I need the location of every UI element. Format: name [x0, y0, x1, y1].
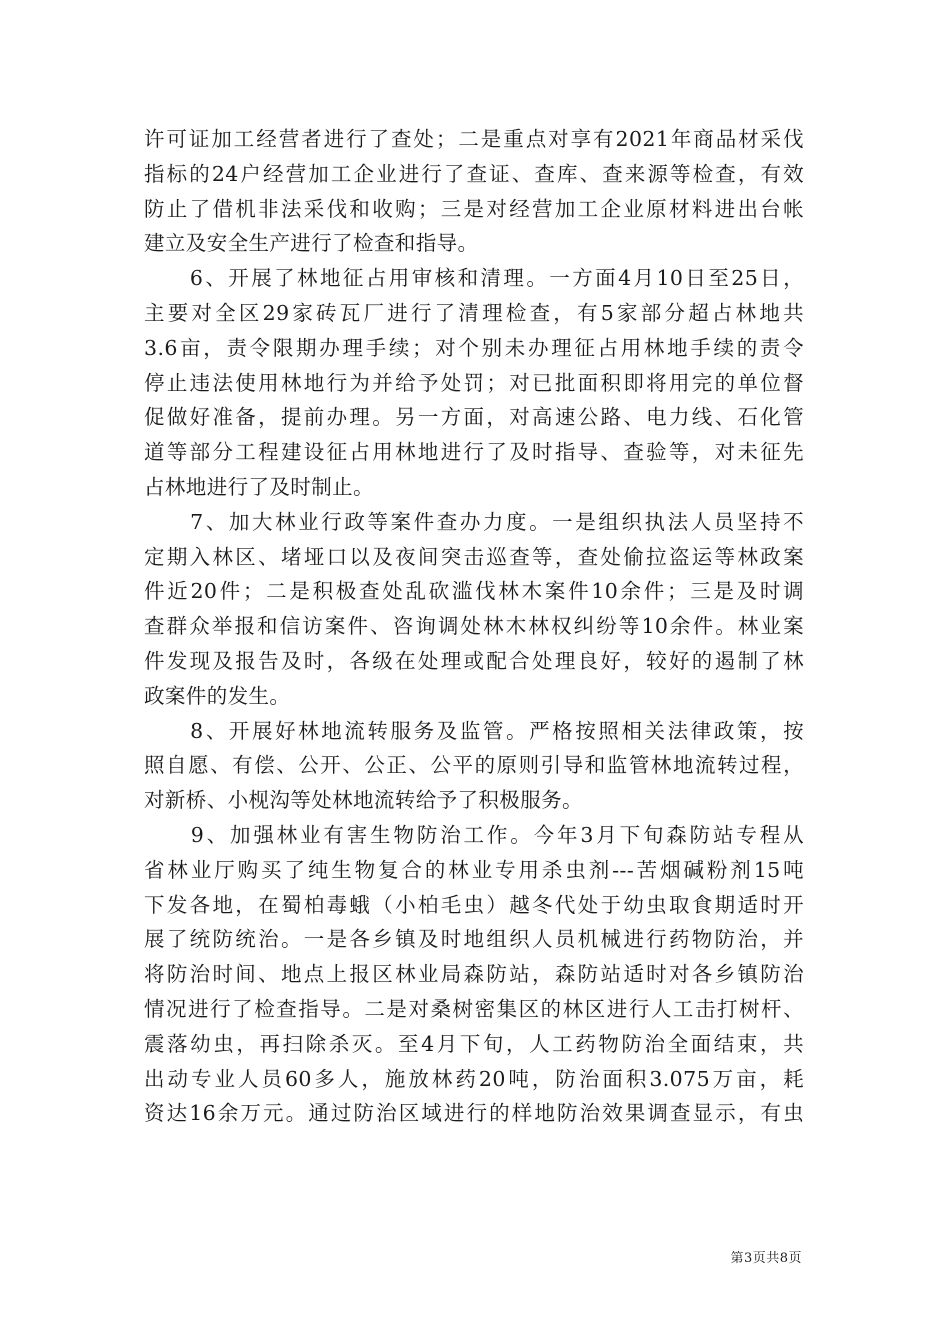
page-number-footer: 第3页共8页	[730, 1251, 802, 1266]
text-line: 停止违法使用林地行为并给予处罚；对已批面积即将用完的单位督	[144, 370, 804, 395]
text-line: 建立及安全生产进行了检查和指导。	[144, 231, 479, 256]
text-line: 政案件的发生。	[144, 683, 291, 708]
text-line: 展了统防统治。一是各乡镇及时地组织人员机械进行药物防治，并	[144, 927, 804, 952]
text-line: 照自愿、有偿、公开、公正、公平的原则引导和监管林地流转过程，	[144, 753, 804, 778]
text-line: 3.6亩，责令限期办理手续；对个别未办理征占用林地手续的责令	[144, 335, 804, 360]
text-line: 9、加强林业有害生物防治工作。今年3月下旬森防站专程从	[144, 822, 804, 847]
text-line: 件发现及报告及时，各级在处理或配合处理良好，较好的遏制了林	[144, 648, 804, 673]
document-body	[144, 122, 804, 1131]
text-line: 查群众举报和信访案件、咨询调处林木林权纠纷等10余件。林业案	[144, 614, 804, 639]
text-line: 7、加大林业行政等案件查办力度。一是组织执法人员坚持不	[144, 509, 804, 534]
text-line: 许可证加工经营者进行了查处；二是重点对享有2021年商品材采伐	[144, 127, 804, 151]
text-line: 震落幼虫，再扫除杀灭。至4月下旬，人工药物防治全面结束，共	[144, 1031, 804, 1056]
text-line: 对新桥、小枧沟等处林地流转给予了积极服务。	[144, 788, 583, 813]
text-line: 占林地进行了及时制止。	[144, 474, 374, 499]
text-line: 出动专业人员60多人，施放林药20吨，防治面积3.075万亩，耗	[144, 1066, 804, 1091]
text-line: 件近20件；二是积极查处乱砍滥伐林木案件10余件；三是及时调	[144, 579, 804, 604]
text-line: 道等部分工程建设征占用林地进行了及时指导、查验等，对未征先	[144, 440, 804, 465]
text-line: 省林业厅购买了纯生物复合的林业专用杀虫剂---苦烟碱粉剂15吨	[144, 857, 804, 882]
text-line: 将防治时间、地点上报区林业局森防站，森防站适时对各乡镇防治	[144, 962, 804, 987]
text-line: 下发各地，在蜀柏毒蛾（小柏毛虫）越冬代处于幼虫取食期适时开	[144, 892, 804, 917]
text-line: 定期入林区、堵垭口以及夜间突击巡查等，查处偷拉盗运等林政案	[144, 544, 804, 569]
text-line: 防止了借机非法采伐和收购；三是对经营加工企业原材料进出台帐	[144, 196, 804, 221]
text-line: 资达16余万元。通过防治区域进行的样地防治效果调查显示，有虫	[144, 1101, 804, 1126]
text-line: 指标的24户经营加工企业进行了查证、查库、查来源等检查，有效	[144, 161, 804, 186]
text-line: 8、开展好林地流转服务及监管。严格按照相关法律政策，按	[144, 718, 804, 743]
text-line: 主要对全区29家砖瓦厂进行了清理检查，有5家部分超占林地共	[144, 300, 804, 325]
text-line: 6、开展了林地征占用审核和清理。一方面4月10日至25日，	[144, 266, 804, 291]
text-line: 情况进行了检查指导。二是对桑树密集区的林区进行人工击打树杆、	[144, 996, 804, 1021]
text-line: 促做好准备，提前办理。另一方面，对高速公路、电力线、石化管	[144, 405, 804, 430]
